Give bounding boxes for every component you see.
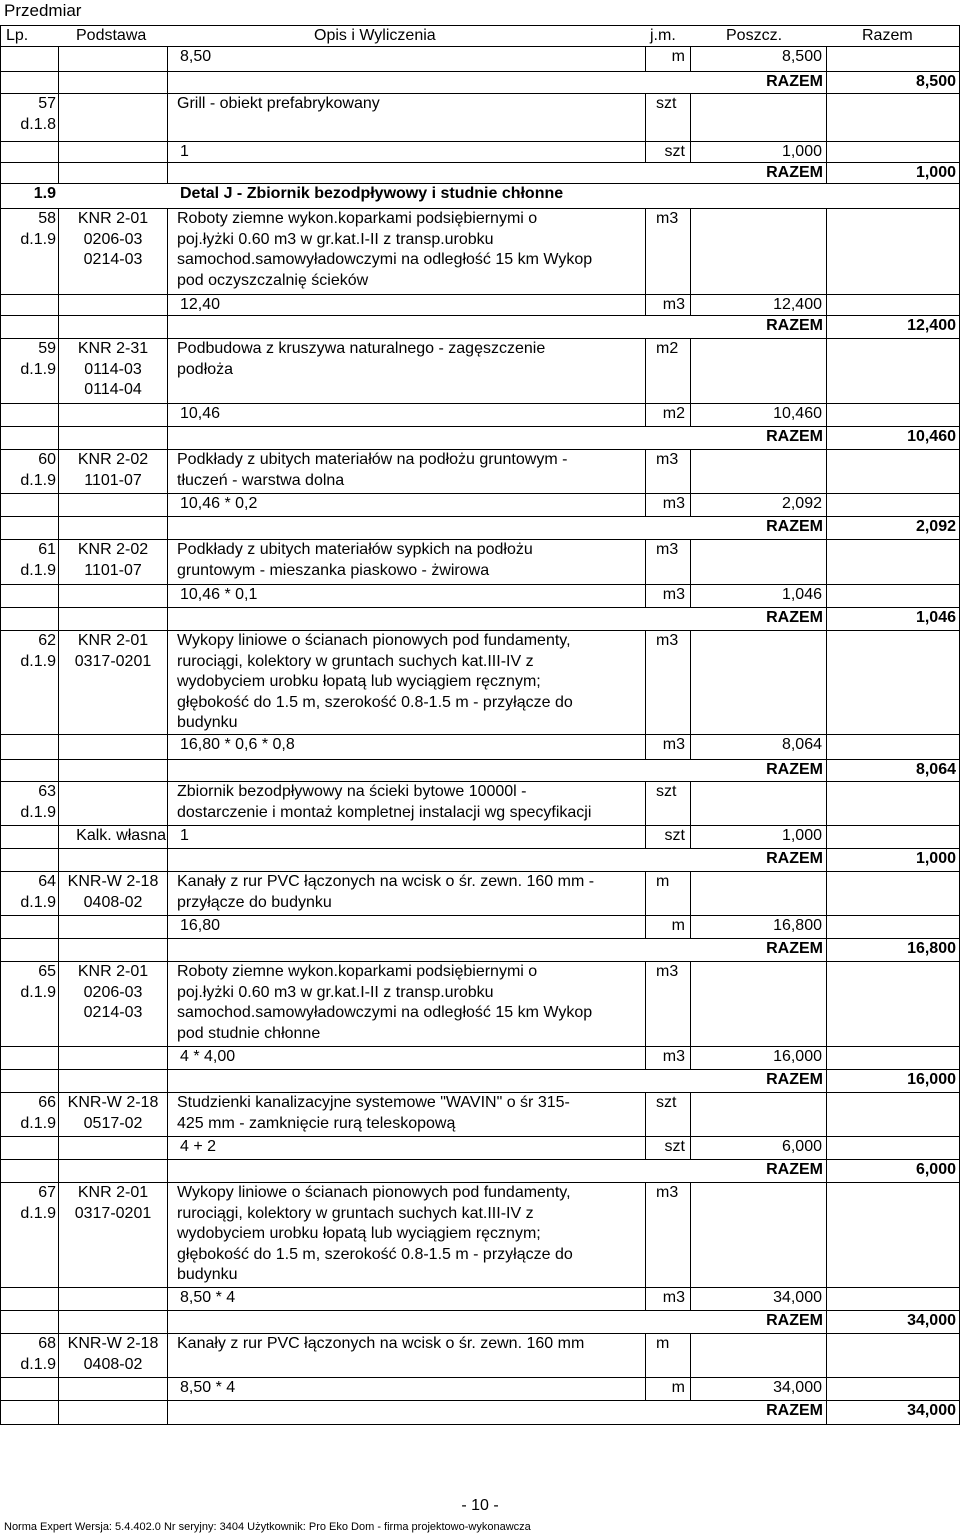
calc-value: 34,000 — [773, 1289, 822, 1306]
header-jm: j.m. — [650, 27, 676, 44]
column-line — [690, 208, 691, 294]
item-lp: 65 d.1.9 — [20, 963, 56, 1001]
column-line — [826, 162, 827, 183]
item-unit: m — [656, 1335, 670, 1352]
calc-unit: m2 — [662, 405, 685, 422]
calc-unit: m3 — [662, 736, 685, 753]
header-opis: Opis i Wyliczenia — [314, 27, 436, 44]
column-line — [58, 607, 59, 630]
header-podstawa: Podstawa — [76, 27, 147, 44]
column-line — [645, 539, 646, 584]
column-line — [167, 294, 168, 315]
calc-podstawa: Kalk. własna — [76, 827, 166, 844]
column-line — [58, 426, 59, 449]
calc-unit: szt — [664, 827, 685, 844]
column-line — [826, 1136, 827, 1159]
item-unit: m2 — [656, 340, 679, 357]
column-line — [826, 848, 827, 871]
column-line — [645, 1182, 646, 1287]
column-line — [58, 71, 59, 93]
calc-value: 34,000 — [773, 1379, 822, 1396]
column-line — [826, 315, 827, 338]
column-line — [58, 141, 59, 162]
column-line — [167, 1159, 168, 1182]
column-line — [167, 584, 168, 607]
calc-unit: m3 — [662, 1048, 685, 1065]
column-line — [690, 403, 691, 426]
column-line — [826, 141, 827, 162]
column-line — [58, 961, 59, 1046]
calc-value: 1,046 — [781, 586, 822, 603]
column-line — [58, 1046, 59, 1069]
column-line — [690, 1377, 691, 1400]
column-line — [167, 403, 168, 426]
column-line — [58, 1310, 59, 1333]
item-description: Wykopy liniowe o ścianach pionowych pod fundamenty, rurociągi, kolektory w gruntach suchych kat.III-IV z wydobyciem urobku łopatą lub wyciągiem ręcznym; głębokość do 1.5 m, szerokość 0.8-1.5 m - przyłącze do budynku — [177, 1184, 573, 1283]
item-unit: szt — [656, 783, 677, 800]
column-line — [58, 938, 59, 961]
calc-value: 6,000 — [781, 1138, 822, 1155]
column-line — [167, 141, 168, 162]
column-line — [645, 584, 646, 607]
item-description: Roboty ziemne wykon.koparkami podsiębiernymi o poj.łyżki 0.60 m3 w gr.kat.I-II z transp.urobku samochod.samowyładowczymi na odległość 15 km Wykop pod oczyszczalnię ścieków — [177, 210, 593, 289]
column-line — [645, 93, 646, 141]
razem-label: RAZEM — [766, 317, 823, 334]
calc-unit: m3 — [662, 495, 685, 512]
header-lp: Lp. — [6, 27, 29, 44]
calc-unit: szt — [664, 143, 685, 160]
razem-value: 16,800 — [907, 940, 956, 957]
column-line — [645, 871, 646, 915]
column-line — [690, 1287, 691, 1310]
column-line — [826, 734, 827, 759]
column-line — [167, 961, 168, 1046]
column-line — [645, 141, 646, 162]
column-line — [58, 516, 59, 539]
calc-unit: m3 — [662, 296, 685, 313]
column-line — [58, 584, 59, 607]
item-podstawa: KNR 2-02 1101-07 — [77, 541, 149, 579]
column-line — [826, 426, 827, 449]
column-line — [826, 1333, 827, 1377]
calc-value: 8,500 — [781, 48, 822, 65]
column-line — [167, 1046, 168, 1069]
column-line — [826, 338, 827, 403]
column-line — [645, 915, 646, 938]
column-line — [167, 1069, 168, 1092]
column-line — [167, 315, 168, 338]
column-line — [645, 781, 646, 825]
column-line — [58, 46, 59, 71]
column-line — [167, 781, 168, 825]
column-line — [58, 449, 59, 493]
column-line — [167, 1136, 168, 1159]
column-line — [58, 493, 59, 516]
column-line — [167, 449, 168, 493]
column-line — [167, 1310, 168, 1333]
razem-value: 16,000 — [907, 1071, 956, 1088]
column-line — [826, 871, 827, 915]
item-lp: 60 d.1.9 — [20, 451, 56, 489]
column-line — [167, 630, 168, 734]
column-line — [58, 294, 59, 315]
item-unit: m3 — [656, 1184, 679, 1201]
calc-expression: 10,46 — [180, 405, 221, 422]
calc-expression: 8,50 — [180, 48, 212, 65]
column-line — [826, 759, 827, 781]
column-line — [826, 781, 827, 825]
item-podstawa: KNR 2-31 0114-03 0114-04 — [77, 340, 149, 398]
column-line — [690, 871, 691, 915]
item-description: Wykopy liniowe o ścianach pionowych pod fundamenty, rurociągi, kolektory w gruntach suchych kat.III-IV z wydobyciem urobku łopatą lub wyciągiem ręcznym; głębokość do 1.5 m, szerokość 0.8-1.5 m - przyłącze do budynku — [177, 632, 573, 731]
item-podstawa: KNR-W 2-18 0517-02 — [67, 1094, 159, 1132]
razem-label: RAZEM — [766, 850, 823, 867]
column-line — [167, 426, 168, 449]
column-line — [690, 1092, 691, 1136]
item-lp: 59 d.1.9 — [20, 340, 56, 378]
column-line — [167, 915, 168, 938]
column-line — [167, 208, 168, 294]
item-lp: 67 d.1.9 — [20, 1184, 56, 1222]
column-line — [645, 493, 646, 516]
column-line — [167, 539, 168, 584]
column-line — [826, 584, 827, 607]
column-line — [58, 1287, 59, 1310]
column-line — [826, 1377, 827, 1400]
column-line — [826, 1159, 827, 1182]
item-podstawa: KNR 2-01 0317-0201 — [74, 632, 152, 670]
calc-unit: szt — [664, 1138, 685, 1155]
calc-value: 12,400 — [773, 296, 822, 313]
column-line — [826, 938, 827, 961]
column-line — [167, 848, 168, 871]
column-line — [645, 1333, 646, 1377]
item-lp: 64 d.1.9 — [20, 873, 56, 911]
column-line — [167, 1400, 168, 1424]
row-line — [0, 93, 960, 94]
item-unit: m3 — [656, 451, 679, 468]
column-line — [58, 848, 59, 871]
column-line — [645, 294, 646, 315]
razem-label: RAZEM — [766, 518, 823, 535]
razem-value: 1,000 — [915, 164, 956, 181]
column-line — [58, 1182, 59, 1287]
column-line — [645, 403, 646, 426]
razem-value: 34,000 — [907, 1402, 956, 1419]
column-line — [645, 825, 646, 848]
calc-unit: m3 — [662, 1289, 685, 1306]
column-line — [826, 1182, 827, 1287]
calc-value: 8,064 — [781, 736, 822, 753]
razem-value: 1,000 — [915, 850, 956, 867]
column-line — [690, 781, 691, 825]
column-line — [167, 71, 168, 93]
column-line — [826, 403, 827, 426]
column-line — [826, 915, 827, 938]
column-line — [58, 1069, 59, 1092]
item-lp: 66 d.1.9 — [20, 1094, 56, 1132]
item-podstawa: KNR 2-01 0317-0201 — [74, 1184, 152, 1222]
column-line — [826, 516, 827, 539]
column-line — [58, 1092, 59, 1136]
column-line — [58, 162, 59, 183]
razem-label: RAZEM — [766, 1161, 823, 1178]
column-line — [690, 734, 691, 759]
column-line — [0, 25, 1, 1425]
column-line — [58, 915, 59, 938]
item-description: Podbudowa z kruszywa naturalnego - zagęszczenie podłoża — [177, 340, 546, 378]
column-line — [826, 71, 827, 93]
column-line — [826, 1069, 827, 1092]
column-line — [826, 1310, 827, 1333]
item-description: Grill - obiekt prefabrykowany — [177, 95, 380, 112]
column-line — [645, 1136, 646, 1159]
column-line — [645, 1287, 646, 1310]
razem-label: RAZEM — [766, 940, 823, 957]
column-line — [167, 93, 168, 141]
calc-expression: 10,46 * 0,1 — [180, 586, 258, 603]
software-footer: Norma Expert Wersja: 5.4.402.0 Nr seryjny: 3404 Użytkownik: Pro Eko Dom - firma projektowo-wykonawcza — [4, 1521, 531, 1533]
calc-expression: 16,80 — [180, 917, 221, 934]
column-line — [58, 403, 59, 426]
item-podstawa: KNR-W 2-18 0408-02 — [67, 1335, 159, 1373]
row-line — [0, 1424, 960, 1425]
item-description: Podkłady z ubitych materiałów na podłożu gruntowym - tłuczeń - warstwa dolna — [177, 451, 568, 489]
column-line — [58, 630, 59, 734]
item-description: Kanały z rur PVC łączonych na wcisk o śr. zewn. 160 mm - przyłącze do budynku — [177, 873, 595, 911]
item-description: Podkłady z ubitych materiałów sypkich na podłożu gruntowym - mieszanka piaskowo - żwirowa — [177, 541, 533, 579]
calc-unit: m — [671, 48, 685, 65]
column-line — [645, 1046, 646, 1069]
column-line — [826, 1092, 827, 1136]
item-podstawa: KNR 2-01 0206-03 0214-03 — [77, 963, 149, 1021]
column-line — [58, 315, 59, 338]
column-line — [826, 607, 827, 630]
item-unit: m3 — [656, 210, 679, 227]
column-line — [826, 1400, 827, 1424]
column-line — [645, 1092, 646, 1136]
item-lp: 61 d.1.9 — [20, 541, 56, 579]
column-line — [58, 759, 59, 781]
column-line — [58, 1400, 59, 1424]
calc-expression: 1 — [180, 143, 189, 160]
column-line — [826, 825, 827, 848]
column-line — [58, 1136, 59, 1159]
column-line — [167, 1092, 168, 1136]
calc-expression: 4 * 4,00 — [180, 1048, 236, 1065]
column-line — [645, 449, 646, 493]
column-line — [690, 825, 691, 848]
razem-value: 6,000 — [915, 1161, 956, 1178]
column-line — [58, 1159, 59, 1182]
column-line — [58, 208, 59, 294]
section-title: Detal J - Zbiornik bezodpływowy i studnie chłonne — [180, 185, 564, 202]
calc-expression: 8,50 * 4 — [180, 1289, 236, 1306]
calc-expression: 4 + 2 — [180, 1138, 217, 1155]
item-lp: 57 d.1.8 — [20, 95, 56, 133]
column-line — [690, 584, 691, 607]
column-line — [826, 961, 827, 1046]
column-line — [167, 938, 168, 961]
column-line — [58, 871, 59, 915]
header-poszcz: Poszcz. — [726, 27, 783, 44]
item-description: Roboty ziemne wykon.koparkami podsiębiernymi o poj.łyżki 0.60 m3 w gr.kat.I-II z transp.urobku samochod.samowyładowczymi na odległość 15 km Wykop pod studnie chłonne — [177, 963, 593, 1042]
column-line — [690, 338, 691, 403]
column-line — [690, 1333, 691, 1377]
calc-expression: 12,40 — [180, 296, 221, 313]
calc-value: 2,092 — [781, 495, 822, 512]
column-line — [645, 338, 646, 403]
calc-value: 10,460 — [773, 405, 822, 422]
column-line — [690, 1046, 691, 1069]
column-line — [645, 630, 646, 734]
item-lp: 63 d.1.9 — [20, 783, 56, 821]
razem-label: RAZEM — [766, 428, 823, 445]
razem-value: 2,092 — [915, 518, 956, 535]
razem-label: RAZEM — [766, 1312, 823, 1329]
section-number: 1.9 — [33, 185, 56, 202]
calc-expression: 8,50 * 4 — [180, 1379, 236, 1396]
column-line — [690, 1136, 691, 1159]
calc-expression: 10,46 * 0,2 — [180, 495, 258, 512]
column-line — [645, 1377, 646, 1400]
column-line — [167, 759, 168, 781]
column-line — [690, 46, 691, 71]
razem-value: 12,400 — [907, 317, 956, 334]
column-line — [690, 539, 691, 584]
item-lp: 68 d.1.9 — [20, 1335, 56, 1373]
column-line — [826, 539, 827, 584]
column-line — [826, 493, 827, 516]
razem-label: RAZEM — [766, 1402, 823, 1419]
razem-value: 8,064 — [915, 761, 956, 778]
calc-value: 1,000 — [781, 143, 822, 160]
item-podstawa: KNR 2-01 0206-03 0214-03 — [77, 210, 149, 268]
column-line — [167, 871, 168, 915]
column-line — [690, 1182, 691, 1287]
razem-label: RAZEM — [766, 164, 823, 181]
column-line — [167, 162, 168, 183]
column-line — [645, 208, 646, 294]
razem-value: 1,046 — [915, 609, 956, 626]
column-line — [690, 915, 691, 938]
column-line — [167, 1333, 168, 1377]
column-line — [690, 93, 691, 141]
column-line — [167, 1287, 168, 1310]
column-line — [167, 493, 168, 516]
razem-label: RAZEM — [766, 609, 823, 626]
page-title: Przedmiar — [4, 1, 82, 20]
calc-value: 16,000 — [773, 1048, 822, 1065]
column-line — [826, 630, 827, 734]
column-line — [826, 449, 827, 493]
column-line — [167, 1182, 168, 1287]
item-description: Kanały z rur PVC łączonych na wcisk o śr. zewn. 160 mm — [177, 1335, 585, 1352]
column-line — [58, 338, 59, 403]
column-line — [645, 46, 646, 71]
razem-label: RAZEM — [766, 1071, 823, 1088]
column-line — [58, 825, 59, 848]
calc-unit: m — [671, 1379, 685, 1396]
column-line — [167, 825, 168, 848]
item-unit: m3 — [656, 541, 679, 558]
razem-label: RAZEM — [766, 761, 823, 778]
calc-unit: m3 — [662, 586, 685, 603]
item-description: Zbiornik bezodpływowy na ścieki bytowe 10000l - dostarczenie i montaż kompletnej instalacji wg specyfikacji — [177, 783, 592, 821]
column-line — [167, 338, 168, 403]
razem-value: 8,500 — [915, 73, 956, 90]
column-line — [167, 46, 168, 71]
calc-unit: m — [671, 917, 685, 934]
column-line — [690, 961, 691, 1046]
column-line — [826, 46, 827, 71]
column-line — [58, 1377, 59, 1400]
header-razem: Razem — [862, 27, 913, 44]
column-line — [58, 539, 59, 584]
item-podstawa: KNR-W 2-18 0408-02 — [67, 873, 159, 911]
column-line — [690, 141, 691, 162]
item-podstawa: KNR 2-02 1101-07 — [77, 451, 149, 489]
item-unit: szt — [656, 1094, 677, 1111]
column-line — [690, 449, 691, 493]
column-line — [58, 93, 59, 141]
column-line — [58, 734, 59, 759]
item-unit: m3 — [656, 963, 679, 980]
column-line — [690, 493, 691, 516]
column-line — [167, 734, 168, 759]
item-lp: 58 d.1.9 — [20, 210, 56, 248]
razem-label: RAZEM — [766, 73, 823, 90]
item-unit: m3 — [656, 632, 679, 649]
column-line — [826, 294, 827, 315]
item-lp: 62 d.1.9 — [20, 632, 56, 670]
column-line — [167, 607, 168, 630]
calc-value: 16,800 — [773, 917, 822, 934]
column-line — [645, 961, 646, 1046]
calc-value: 1,000 — [781, 827, 822, 844]
column-line — [826, 1287, 827, 1310]
calc-expression: 16,80 * 0,6 * 0,8 — [180, 736, 295, 753]
column-line — [645, 734, 646, 759]
column-line — [690, 294, 691, 315]
razem-value: 34,000 — [907, 1312, 956, 1329]
page-number: - 10 - — [461, 1497, 499, 1514]
column-line — [826, 1046, 827, 1069]
item-unit: m — [656, 873, 670, 890]
column-line — [690, 630, 691, 734]
calc-expression: 1 — [180, 827, 189, 844]
item-description: Studzienki kanalizacyjne systemowe "WAVIN" o śr 315- 425 mm - zamknięcie rurą teleskopową — [177, 1094, 570, 1132]
item-unit: szt — [656, 95, 677, 112]
column-line — [167, 516, 168, 539]
column-line — [58, 781, 59, 825]
column-line — [167, 1377, 168, 1400]
razem-value: 10,460 — [907, 428, 956, 445]
column-line — [58, 1333, 59, 1377]
column-line — [826, 93, 827, 141]
column-line — [826, 208, 827, 294]
